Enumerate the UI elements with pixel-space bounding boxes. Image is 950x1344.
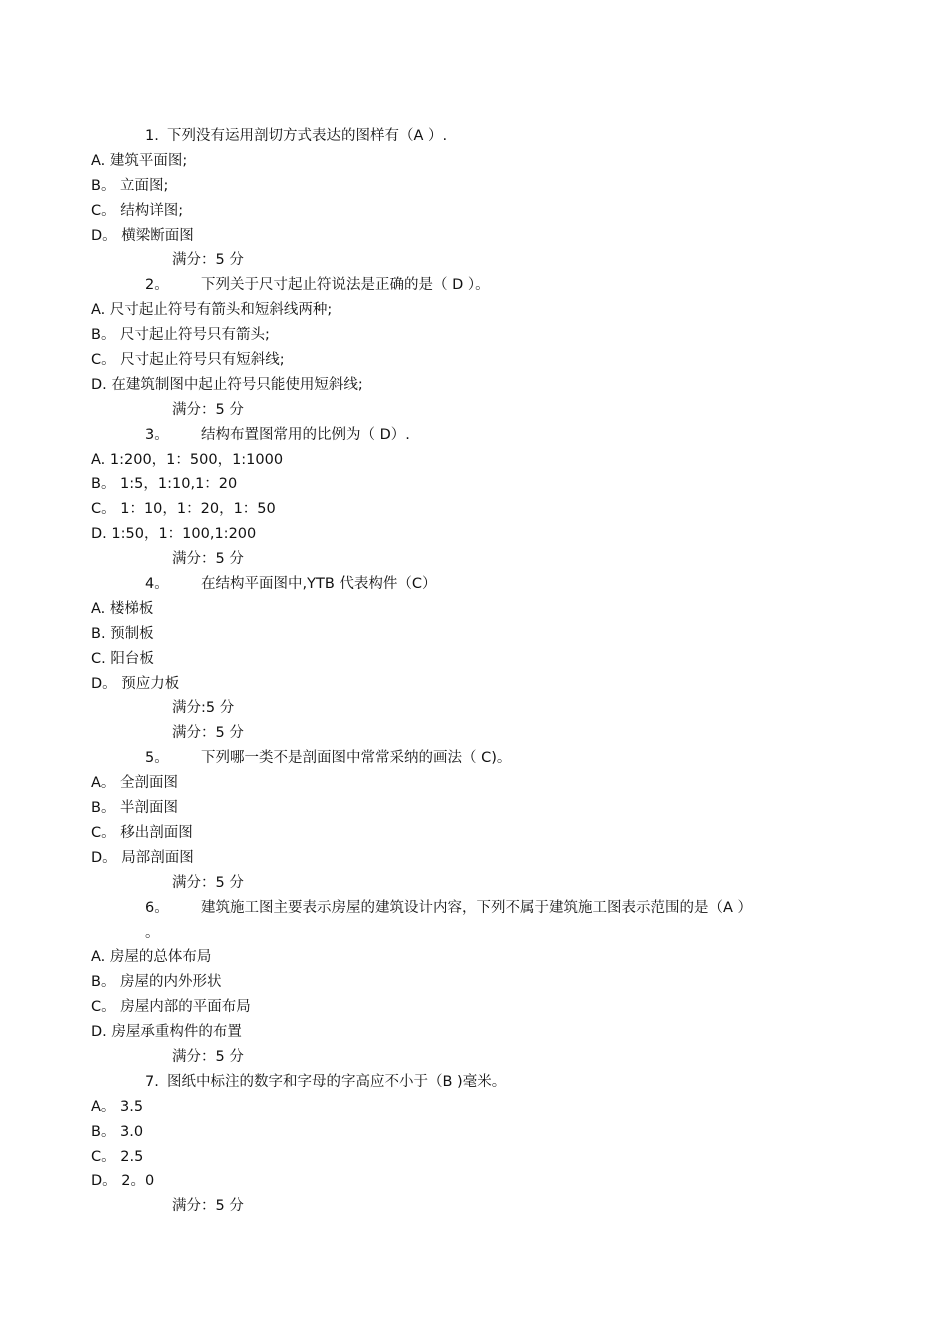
question-stem: 下列没有运用剖切方式表达的图样有（A ）. [167,128,448,144]
question-number: 5。 [145,750,169,767]
option-c: C. 阳台板 [91,650,154,667]
question-4 [0,572,950,597]
option-b: B。 立面图; [91,177,169,194]
question-5 [0,746,950,771]
option-b: B。 1:5，1:10,1：20 [91,476,238,493]
score-label: 满分：5 分 [172,252,244,269]
option-d: D。 预应力板 [91,675,180,692]
question-6 [0,896,950,921]
question-stem-continuation: 。 [145,924,160,941]
option-a: A. 楼梯板 [91,600,154,617]
question-number: 6。 [145,899,169,916]
score-label: 满分：5 分 [172,1048,244,1065]
option-d: D. 房屋承重构件的布置 [91,1024,242,1041]
question-1 [0,124,950,149]
option-c: C。 移出剖面图 [91,824,193,841]
question-number: 1. [145,128,159,144]
option-b: B。 房屋的内外形状 [91,974,222,991]
option-a: A. 建筑平面图; [91,152,188,169]
option-a: A. 1:200，1：500，1:1000 [91,451,284,468]
question-3 [0,423,950,448]
score-label: 满分：5 分 [172,874,244,891]
option-c: C。 尺寸起止符号只有短斜线; [91,352,285,369]
exam-document [0,124,950,1219]
option-b: B. 预制板 [91,625,154,642]
score-label: 满分:5 分 [172,700,235,717]
option-a: A。 3.5 [91,1098,144,1115]
option-c: C。 2.5 [91,1148,144,1165]
question-number: 2。 [145,277,169,294]
score-label: 满分：5 分 [172,551,244,568]
option-b: B。 尺寸起止符号只有箭头; [91,327,270,344]
option-d: D。 2。0 [91,1173,155,1190]
score-label: 满分：5 分 [172,401,244,418]
question-stem: 图纸中标注的数字和字母的字高应不小于（B )毫米。 [167,1073,507,1090]
option-a: A. 房屋的总体布局 [91,949,212,966]
option-a: A. 尺寸起止符号有箭头和短斜线两种; [91,302,333,319]
option-d: D。 局部剖面图 [91,849,194,866]
question-stem: 下列关于尺寸起止符说法是正确的是（ D ）。 [201,277,490,294]
option-c: C。 结构详图; [91,202,184,219]
question-number: 4。 [145,576,169,593]
option-d: D. 1:50，1：100,1:200 [91,526,257,543]
question-7 [0,1070,950,1095]
option-c: C。 1：10，1：20，1：50 [91,501,276,518]
score-label: 满分：5 分 [172,725,244,742]
option-d: D。 横梁断面图 [91,227,194,244]
question-stem: 下列哪一类不是剖面图中常常采纳的画法（ C)。 [201,750,512,767]
option-b: B。 半剖面图 [91,800,179,817]
option-b: B。 3.0 [91,1123,144,1140]
question-2 [0,273,950,298]
option-c: C。 房屋内部的平面布局 [91,999,251,1016]
question-number: 3。 [145,426,169,443]
question-number: 7. [145,1073,159,1090]
question-stem: 建筑施工图主要表示房屋的建筑设计内容，下列不属于建筑施工图表示范围的是（A ） [201,899,753,916]
score-label: 满分：5 分 [172,1198,244,1215]
option-d: D. 在建筑制图中起止符号只能使用短斜线; [91,376,363,393]
question-stem: 在结构平面图中,YTB 代表构件（C） [201,576,437,593]
question-stem: 结构布置图常用的比例为（ D）. [201,426,410,443]
option-a: A。 全剖面图 [91,775,179,792]
